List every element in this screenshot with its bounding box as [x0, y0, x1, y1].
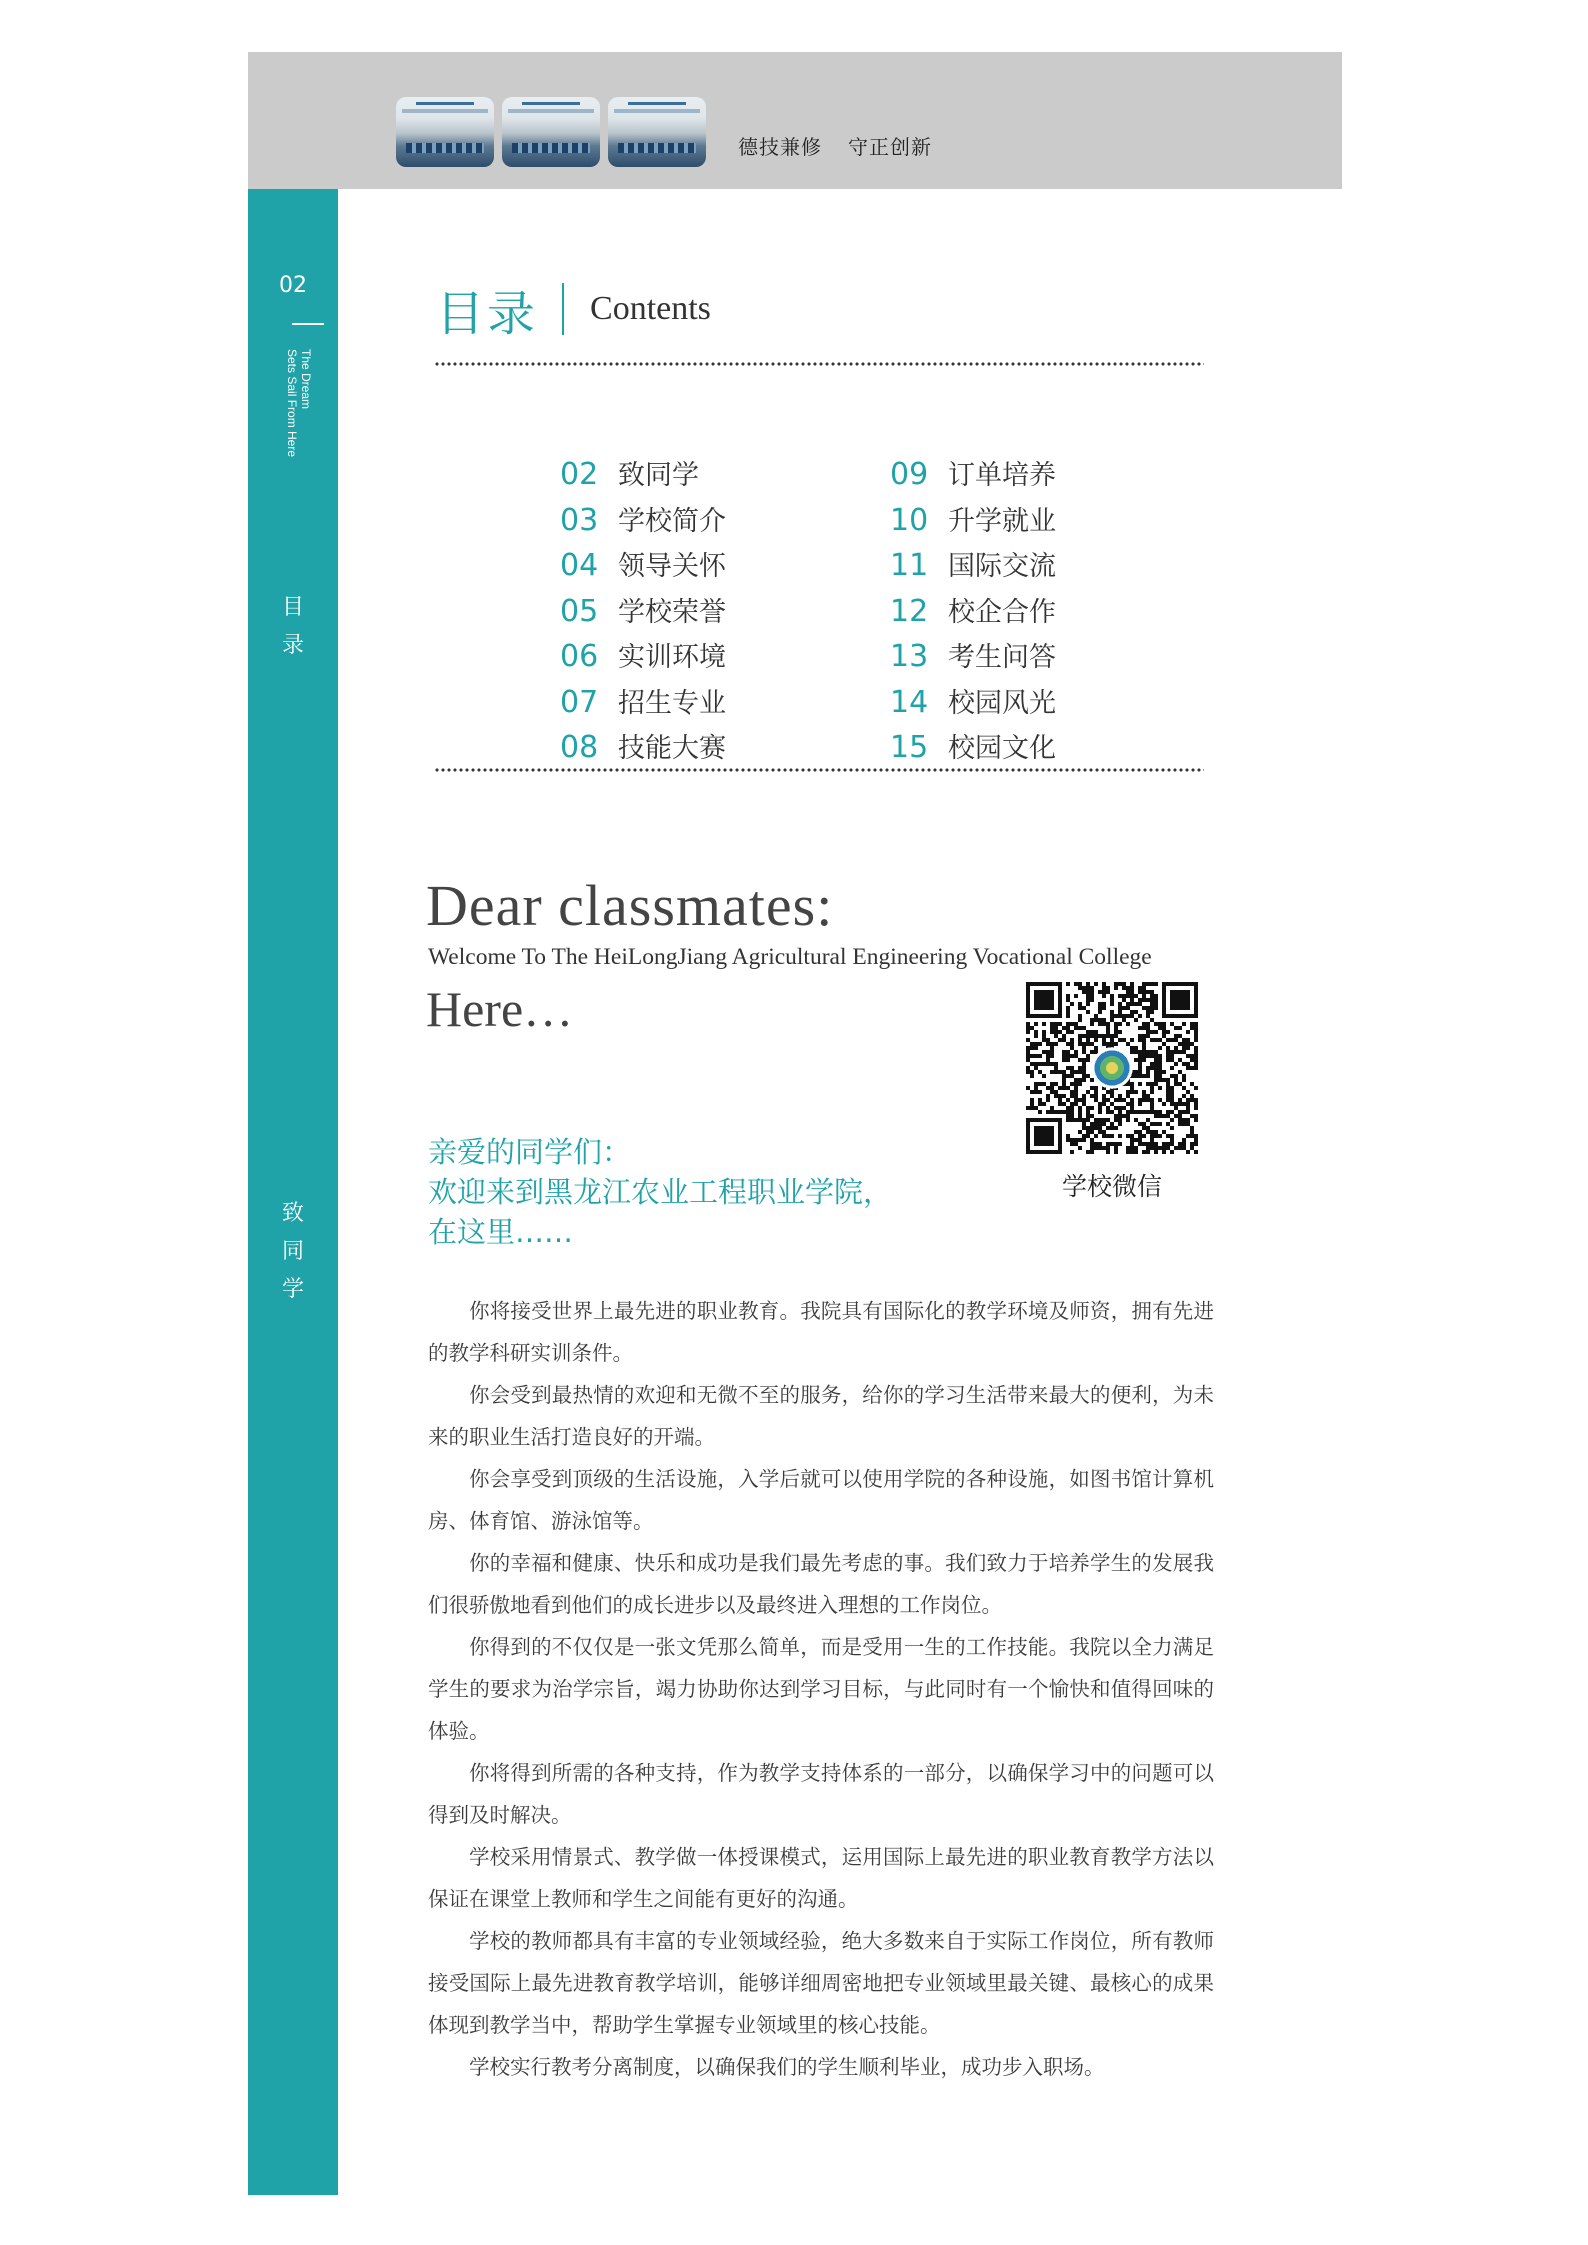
toc-label: 校企合作 — [948, 596, 1056, 628]
toc-page-number: 03 — [560, 502, 599, 538]
label-char: 录 — [281, 633, 304, 658]
toc-title-en: Contents — [590, 290, 711, 327]
greeting-line: 欢迎来到黑龙江农业工程职业学院， — [428, 1175, 893, 1209]
body-paragraph: 学校采用情景式、教学做一体授课模式，运用国际上最先进的职业教育教学方法以保证在课堂上教师和学生之间能有更好的沟通。 — [428, 1845, 1214, 1911]
toc-item[interactable] — [890, 634, 1056, 680]
toc-page-number: 15 — [890, 730, 929, 765]
dotted-divider — [434, 362, 1204, 366]
toc-list-right — [890, 452, 1056, 771]
dotted-divider — [434, 768, 1204, 772]
toc-page-number: 02 — [560, 457, 599, 492]
toc-page-number: 07 — [560, 684, 599, 720]
page-number: 02 — [279, 273, 307, 298]
toc-title-cn: 目录 — [436, 285, 539, 342]
toc-heading — [436, 274, 711, 344]
school-motto — [738, 131, 958, 160]
body-paragraph: 你将接受世界上最先进的职业教育。我院具有国际化的教学环境及师资，拥有先进的教学科研实训条件。 — [428, 1299, 1214, 1365]
toc-list-left — [560, 452, 726, 771]
toc-page-number: 13 — [890, 639, 929, 674]
label-char: 致 — [281, 1201, 304, 1226]
here-line: Here… — [426, 981, 574, 1037]
body-paragraph: 学校实行教考分离制度，以确保我们的学生顺利毕业，成功步入职场。 — [469, 2055, 1105, 2079]
sidebar-section-label — [248, 589, 338, 665]
label-char: 同 — [281, 1239, 304, 1264]
toc-item[interactable] — [560, 634, 726, 680]
label-char: 学 — [281, 1277, 304, 1302]
header-band — [248, 52, 1342, 189]
toc-item[interactable] — [890, 680, 1056, 726]
toc-label: 实训环境 — [618, 642, 726, 673]
motto-part: 德技兼修 — [738, 135, 822, 159]
toc-item[interactable] — [890, 452, 1056, 498]
toc-item[interactable] — [560, 543, 726, 589]
toc-label: 学校简介 — [618, 505, 726, 537]
sidebar-chapter-label — [248, 1195, 338, 1309]
classroom-photo — [502, 97, 600, 167]
greeting-line: 亲爱的同学们： — [428, 1135, 632, 1169]
toc-item[interactable] — [560, 589, 726, 635]
brochure-page — [248, 52, 1342, 2195]
body-paragraph: 你将得到所需的各种支持，作为教学支持体系的一部分，以确保学习中的问题可以得到及时解决。 — [428, 1761, 1214, 1827]
toc-item[interactable] — [890, 543, 1056, 589]
sidebar — [248, 189, 338, 2195]
toc-label: 学校荣誉 — [618, 596, 726, 628]
body-paragraph: 学校的教师都具有丰富的专业领域经验，绝大多数来自于实际工作岗位，所有教师接受国际上最先进教育教学培训，能够详细周密地把专业领域里最关键、最核心的成果体现到教学当中，帮助学生掌握专业领域里的核心技能。 — [428, 1929, 1214, 2037]
toc-page-number: 11 — [890, 548, 929, 583]
toc-label: 考生问答 — [948, 642, 1056, 673]
toc-page-number: 05 — [560, 593, 599, 629]
qr-caption: 学校微信 — [1061, 1172, 1162, 1201]
toc-page-number: 09 — [890, 457, 929, 492]
toc-label: 校园文化 — [948, 733, 1056, 764]
letter-heading: Dear classmates: — [426, 873, 834, 938]
toc-item[interactable] — [560, 680, 726, 726]
toc-item[interactable] — [890, 725, 1056, 771]
toc-item[interactable] — [890, 589, 1056, 635]
divider — [292, 323, 324, 325]
toc-page-number: 06 — [560, 639, 599, 674]
toc-label: 技能大赛 — [618, 733, 726, 764]
toc-label: 订单培养 — [948, 460, 1056, 491]
toc-label: 致同学 — [618, 460, 699, 491]
toc-page-number: 10 — [890, 502, 929, 538]
toc-label: 校园风光 — [948, 687, 1056, 719]
toc-page-number: 08 — [560, 730, 599, 765]
motto-part: 守正创新 — [848, 135, 932, 159]
toc-item[interactable] — [560, 725, 726, 771]
toc-page-number: 12 — [890, 593, 929, 629]
label-char: 目 — [281, 595, 304, 620]
toc-item[interactable] — [560, 498, 726, 544]
body-paragraph: 你得到的不仅仅是一张文凭那么简单，而是受用一生的工作技能。我院以全力满足学生的要求为治学宗旨，竭力协助你达到学习目标，与此同时有一个愉快和值得回味的体验。 — [428, 1635, 1214, 1743]
classroom-photo — [396, 97, 494, 167]
toc-item[interactable] — [560, 452, 726, 498]
sidebar-slogan: The Dream Sets Sail From Here — [285, 349, 313, 458]
wechat-qr-code[interactable] — [1026, 982, 1198, 1154]
greeting-cn — [428, 1132, 892, 1252]
body-paragraph: 你会受到最热情的欢迎和无微不至的服务，给你的学习生活带来最大的便利，为未来的职业生活打造良好的开端。 — [428, 1383, 1214, 1449]
header-photo-strip — [396, 97, 706, 167]
toc-label: 领导关怀 — [618, 551, 726, 582]
letter-body — [428, 1290, 1214, 2088]
toc-item[interactable] — [890, 498, 1056, 544]
classroom-photo — [608, 97, 706, 167]
body-paragraph: 你的幸福和健康、快乐和成功是我们最先考虑的事。我们致力于培养学生的发展我们很骄傲地看到他们的成长进步以及最终进入理想的工作岗位。 — [428, 1551, 1214, 1617]
greeting-line: 在这里…… — [428, 1215, 574, 1249]
toc-label: 升学就业 — [948, 505, 1056, 537]
toc-label: 招生专业 — [618, 687, 726, 719]
toc-page-number: 14 — [890, 684, 929, 720]
divider — [562, 283, 564, 335]
welcome-line: Welcome To The HeiLongJiang Agricultural Engineering Vocational College — [428, 944, 1152, 970]
toc-page-number: 04 — [560, 548, 599, 583]
body-paragraph: 你会享受到顶级的生活设施，入学后就可以使用学院的各种设施，如图书馆计算机房、体育馆、游泳馆等。 — [428, 1467, 1214, 1533]
toc-label: 国际交流 — [948, 551, 1056, 582]
